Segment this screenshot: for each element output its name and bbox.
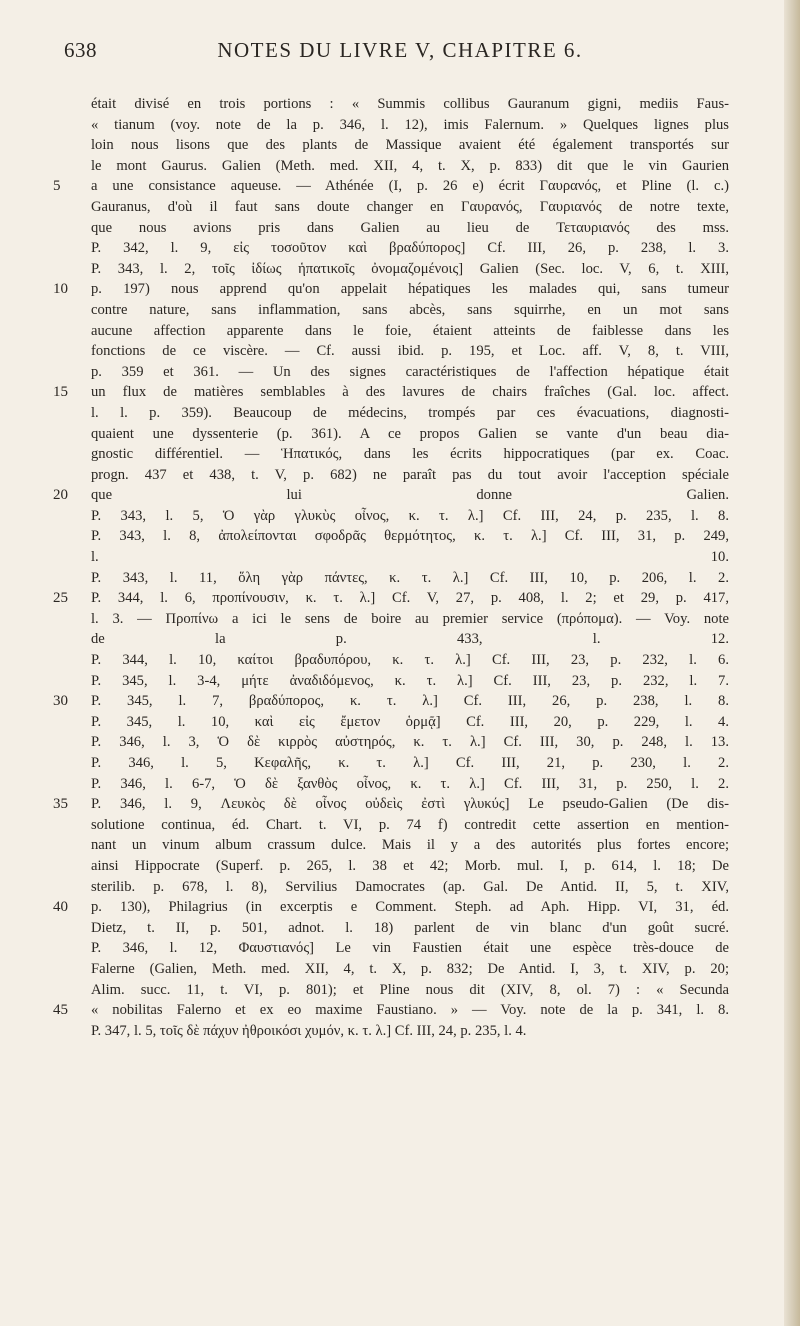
text-line — [91, 938, 729, 959]
text-line — [91, 218, 729, 239]
line-number: 5 — [53, 178, 61, 195]
text-line — [91, 547, 729, 568]
text-line — [91, 650, 729, 671]
text-line — [91, 300, 729, 321]
line-number: 25 — [53, 590, 68, 607]
page-header — [50, 38, 750, 68]
line-number: 35 — [53, 796, 68, 813]
text-line — [53, 588, 729, 609]
text-line — [53, 897, 729, 918]
text-line — [91, 609, 729, 630]
text-line — [91, 424, 729, 445]
line-text: gnostic différentiel. — Ἡπατικός, dans les écrits hippocratiques (par ex. Coac. — [91, 446, 729, 463]
text-line — [53, 1000, 729, 1021]
text-line — [91, 444, 729, 465]
text-line — [53, 485, 729, 506]
line-text: le mont Gaurus. Galien (Meth. med. XII, 4, t. X, p. 833) dit que le vin Gaurien — [91, 157, 729, 174]
line-text: fonctions de ce viscère. — Cf. aussi ibid. p. 195, et Loc. aff. V, 8, t. VIII, — [91, 343, 729, 360]
line-text: l. l. p. 359). Beaucoup de médecins, trompés par ces évacuations, diagnosti- — [91, 404, 729, 421]
line-text: p. 359 et 361. — Un des signes caractéristiques de l'affection hépatique était — [91, 363, 729, 380]
line-text: ainsi Hippocrate (Superf. p. 265, l. 38 et 42; Morb. mul. I, p. 614, l. 18; De — [91, 857, 729, 874]
text-line — [91, 526, 729, 547]
line-text: Alim. succ. 11, t. VI, p. 801); et Pline nous dit (XIV, 8, ol. 7) : « Secunda — [91, 981, 729, 998]
line-text: P. 346, l. 3, Ὁ δὲ κιρρὸς αὐστηρός, κ. τ. λ.] Cf. III, 30, p. 248, l. 13. — [91, 734, 729, 751]
line-text: P. 346, l. 12, Φαυστιανός] Le vin Faustien était une espèce très-douce de — [91, 940, 729, 957]
line-text: P. 344, l. 6, προπίνουσιν, κ. τ. λ.] Cf. V, 27, p. 408, l. 2; et 29, p. 417, — [91, 590, 729, 607]
line-text: Gauranus, d'où il faut sans doute changer en Γαυρανός, Γαυριανός de notre texte, — [91, 198, 729, 215]
line-text: P. 343, l. 8, ἀπολείπονται σφοδρᾶς θερμότητος, κ. τ. λ.] Cf. III, 31, p. 249, — [91, 528, 729, 545]
line-text: P. 343, l. 5, Ὁ γὰρ γλυκὺς οἶνος, κ. τ. λ.] Cf. III, 24, p. 235, l. 8. — [91, 507, 729, 524]
line-text: P. 346, l. 6-7, Ὁ δὲ ξανθὸς οἶνος, κ. τ. λ.] Cf. III, 31, p. 250, l. 2. — [91, 775, 729, 792]
line-text: P. 344, l. 10, καίτοι βραδυπόρου, κ. τ. λ.] Cf. III, 23, p. 232, l. 6. — [91, 652, 729, 669]
line-text: contre nature, sans inflammation, sans abcès, sans squirrhe, en un mot sans — [91, 301, 729, 318]
text-line — [91, 321, 729, 342]
text-line — [91, 465, 729, 486]
line-text: que nous avions pris dans Galien au lieu de Τεταυριανός des mss. — [91, 219, 729, 236]
text-line — [53, 794, 729, 815]
text-line — [91, 856, 729, 877]
line-text: un flux de matières semblables à des lavures de chairs fraîches (Gal. loc. affect. — [91, 384, 729, 401]
line-text: loin nous lisons que des plants de Massique avaient été également transportés sur — [91, 137, 729, 154]
line-number: 30 — [53, 693, 68, 710]
text-line — [53, 176, 729, 197]
line-text: P. 346, l. 9, Λευκὸς δὲ οἶνος οὐδεὶς ἐστὶ γλυκύς] Le pseudo-Galien (De dis- — [91, 796, 729, 813]
text-line — [91, 959, 729, 980]
book-gutter-shadow — [784, 0, 800, 1326]
text-line — [91, 403, 729, 424]
line-text: quaient une dyssenterie (p. 361). A ce propos Galien se vante d'un beau dia- — [91, 425, 729, 442]
line-text: solutione continua, éd. Chart. t. VI, p. 74 f) contredit cette assertion en mention- — [91, 816, 729, 833]
line-number: 20 — [53, 487, 68, 504]
text-line — [53, 691, 729, 712]
text-line — [53, 382, 729, 403]
text-line — [91, 712, 729, 733]
text-line — [91, 671, 729, 692]
line-text: Dietz, t. II, p. 501, adnot. l. 18) parlent de vin blanc d'un goût sucré. — [91, 919, 729, 936]
line-text: « tianum (voy. note de la p. 346, l. 12), imis Falernum. » Quelques lignes plus — [91, 116, 729, 133]
line-number: 10 — [53, 281, 68, 298]
line-text: P. 342, l. 9, εἰς τοσοῦτον καὶ βραδύπορος] Cf. III, 26, p. 238, l. 3. — [91, 240, 729, 257]
text-line — [91, 506, 729, 527]
line-text: sterilib. p. 678, l. 8), Servilius Damocrates (ap. Gal. De Antid. II, 5, t. XIV, — [91, 878, 729, 895]
notes-body — [53, 94, 729, 1041]
text-line — [91, 238, 729, 259]
running-head: NOTES DU LIVRE V, CHAPITRE 6. — [217, 38, 583, 62]
text-line — [91, 835, 729, 856]
text-line — [91, 115, 729, 136]
text-line — [91, 980, 729, 1001]
text-line — [91, 774, 729, 795]
text-line — [53, 279, 729, 300]
line-text: P. 347, l. 5, τοῖς δὲ πάχυν ἠθροικόσι χυμόν, κ. τ. λ.] Cf. III, 24, p. 235, l. 4. — [91, 1022, 527, 1039]
line-text: était divisé en trois portions : « Summis collibus Gauranum gigni, mediis Faus- — [91, 96, 729, 112]
line-text: nant un vinum album crassum dulce. Mais il y a des autorités plus fortes encore; — [91, 837, 729, 854]
line-text: Falerne (Galien, Meth. med. XII, 4, t. X, p. 832; De Antid. I, 3, t. XIV, p. 20; — [91, 960, 729, 977]
text-line — [91, 815, 729, 836]
text-line — [91, 568, 729, 589]
line-text: aucune affection apparente dans le foie, étaient atteints de faiblesse dans les — [91, 322, 729, 339]
line-text: « nobilitas Falerno et ex eo maxime Faustiano. » — Voy. note de la p. 341, l. 8. — [91, 1002, 729, 1019]
line-text: P. 343, l. 11, ὅλη γὰρ πάντες, κ. τ. λ.] Cf. III, 10, p. 206, l. 2. — [91, 569, 729, 586]
text-line — [91, 94, 729, 115]
line-text: P. 345, l. 7, βραδύπορος, κ. τ. λ.] Cf. III, 26, p. 238, l. 8. — [91, 693, 729, 710]
text-line — [91, 362, 729, 383]
text-line — [91, 629, 729, 650]
text-line — [91, 341, 729, 362]
text-line — [91, 918, 729, 939]
line-text: de la p. 433, l. 12. — [91, 631, 729, 648]
line-text: P. 343, l. 2, τοῖς ἰδίως ἡπατικοῖς ὀνομαζομένοις] Galien (Sec. loc. V, 6, t. XIII, — [91, 260, 729, 277]
line-text: P. 345, l. 10, καὶ εἰς ἔμετον ὁρμᾷ] Cf. III, 20, p. 229, l. 4. — [91, 713, 729, 730]
text-line — [91, 135, 729, 156]
line-text: a une consistance aqueuse. — Athénée (I, p. 26 e) écrit Γαυρανός, et Pline (l. c.) — [91, 178, 729, 195]
line-text: l. 10. — [91, 549, 729, 566]
text-line — [91, 197, 729, 218]
line-text: P. 346, l. 5, Κεφαλῆς, κ. τ. λ.] Cf. III, 21, p. 230, l. 2. — [91, 755, 729, 771]
text-line — [91, 156, 729, 177]
line-text: progn. 437 et 438, t. V, p. 682) ne paraît pas du tout avoir l'acception spéciale — [91, 466, 729, 483]
text-line — [91, 753, 729, 774]
text-line — [91, 1021, 729, 1042]
line-text: que lui donne Galien. — [91, 487, 729, 504]
line-number: 40 — [53, 899, 68, 916]
line-text: l. 3. — Προπίνω a ici le sens de boire au premier service (πρόπομα). — Voy. note — [91, 610, 729, 627]
text-line — [91, 732, 729, 753]
line-text: p. 130), Philagrius (in excerptis e Comment. Steph. ad Aph. Hipp. VI, 31, éd. — [91, 899, 729, 916]
line-number: 45 — [53, 1002, 68, 1019]
page-number: 638 — [64, 38, 97, 62]
text-line — [91, 259, 729, 280]
line-text: P. 345, l. 3-4, μήτε ἀναδιδόμενος, κ. τ. λ.] Cf. III, 23, p. 232, l. 7. — [91, 672, 729, 689]
line-text: p. 197) nous apprend qu'on appelait hépatiques les malades qui, sans tumeur — [91, 281, 729, 298]
line-number: 15 — [53, 384, 68, 401]
text-line — [91, 877, 729, 898]
